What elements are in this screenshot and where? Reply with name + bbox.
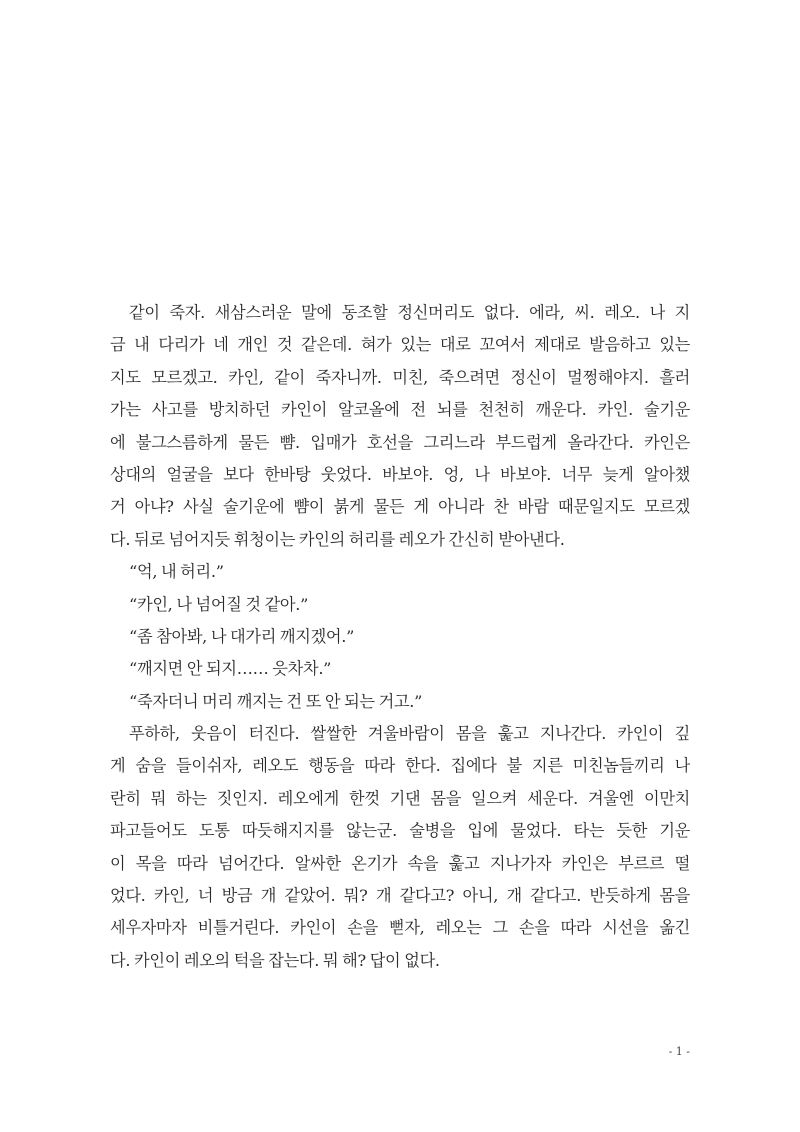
text-line: 같이 죽자. 새삼스러운 말에 동조할 정신머리도 없다. 에라, 씨. 레오. 나 지 bbox=[129, 303, 690, 322]
text-line: 다. 카인이 레오의 턱을 잡는다. 뭐 해? 답이 없다. bbox=[110, 950, 440, 970]
text-line: 다. 뒤로 넘어지듯 휘청이는 카인의 허리를 레오가 간신히 받아낸다. bbox=[110, 529, 565, 549]
text-line: 금 내 다리가 네 개인 것 같은데. 혀가 있는 대로 꼬여서 제대로 발음하고 있는 bbox=[110, 335, 690, 355]
text-line: 이 목을 따라 넘어간다. 알싸한 온기가 속을 훑고 지나가자 카인은 부르르 떨 bbox=[110, 853, 690, 873]
text-line: 상대의 얼굴을 보다 한바탕 웃었다. 바보야. 엉, 나 바보야. 너무 늦게 알아챘 bbox=[110, 464, 690, 484]
text-line: 가는 사고를 방치하던 카인이 알코올에 전 뇌를 천천히 깨운다. 카인. 술기운 bbox=[110, 400, 690, 420]
text-line: 게 숨을 들이쉬자, 레오도 행동을 따라 한다. 집에다 불 지른 미친놈들끼리 나 bbox=[110, 756, 690, 776]
text-line: 푸하하, 웃음이 터진다. 쌀쌀한 겨울바람이 몸을 훑고 지나간다. 카인이 깊 bbox=[129, 724, 690, 744]
dialogue-line: “죽자더니 머리 깨지는 건 또 안 되는 거고.” bbox=[129, 691, 423, 711]
body-text bbox=[110, 297, 690, 977]
text-line: 지도 모르겠고. 카인, 같이 죽자니까. 미친, 죽으려면 정신이 멀쩡해야지. 흘러 bbox=[110, 367, 690, 387]
text-line: 거 아냐? 사실 술기운에 뺨이 붉게 물든 게 아니라 찬 바람 때문일지도 모르겠 bbox=[110, 497, 690, 517]
text-line: 었다. 카인, 너 방금 개 같았어. 뭐? 개 같다고? 아니, 개 같다고. 반듯하게 몸을 bbox=[110, 886, 690, 906]
dialogue-line: “카인, 나 넘어질 것 같아.” bbox=[129, 594, 309, 614]
text-line: 파고들어도 도통 따듯해지지를 않는군. 술병을 입에 물었다. 타는 듯한 기운 bbox=[110, 821, 690, 841]
page-number: - 1 - bbox=[668, 1045, 690, 1058]
dialogue-line: “깨지면 안 되지…… 읏차차.” bbox=[129, 659, 332, 679]
dialogue-line: “억, 내 허리.” bbox=[129, 562, 224, 582]
text-line: 란히 뭐 하는 짓인지. 레오에게 한껏 기댄 몸을 일으켜 세운다. 겨울엔 이만치 bbox=[110, 788, 690, 808]
dialogue-line: “좀 참아봐, 나 대가리 깨지겠어.” bbox=[129, 626, 355, 646]
text-line: 세우자마자 비틀거린다. 카인이 손을 뻗자, 레오는 그 손을 따라 시선을 옮긴 bbox=[110, 918, 690, 938]
text-line: 에 불그스름하게 물든 뺨. 입매가 호선을 그리느라 부드럽게 올라간다. 카인은 bbox=[110, 432, 690, 452]
